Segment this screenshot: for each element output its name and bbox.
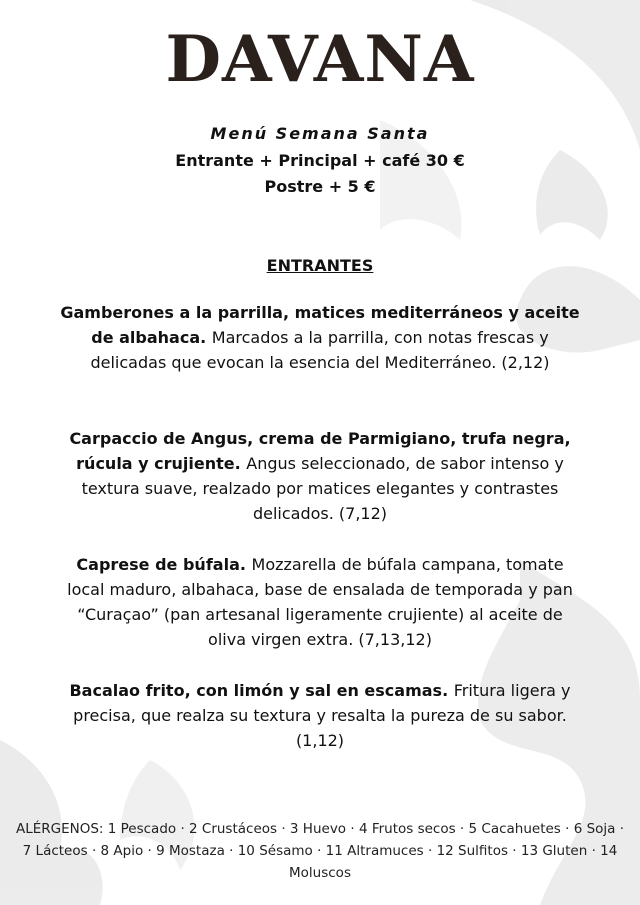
dish-item (60, 678, 580, 753)
brand-logo: DAVANA (165, 22, 475, 97)
dish-name: Carpaccio de Angus, crema de Parmigiano, trufa negra, rúcula y crujiente. (69, 429, 571, 473)
dish-description: Marcados a la parrilla, con notas frescas y delicadas que evocan la esencia del Mediterráneo. (2,12) (90, 328, 550, 372)
dish-description: Fritura ligera y precisa, que realza su textura y resalta la pureza de su sabor. (1,12) (73, 681, 571, 750)
dish-item (60, 300, 580, 375)
menu-subtitle: Menú Semana Santa (210, 124, 430, 143)
dish-description: Angus seleccionado, de sabor intenso y textura suave, realzado por matices elegantes y contrastes delicados. (7,12) (81, 454, 564, 523)
dish-name: Gamberones a la parrilla, matices mediterráneos y aceite de albahaca. (60, 303, 580, 347)
price-line-dessert: Postre + 5 € (264, 177, 376, 196)
price-line-main: Entrante + Principal + café 30 € (175, 151, 465, 170)
dish-item (60, 552, 580, 652)
dish-name: Bacalao frito, con limón y sal en escamas. (69, 681, 454, 700)
dish-item (60, 426, 580, 526)
dish-description: Mozzarella de búfala campana, tomate local maduro, albahaca, base de ensalada de temporada y pan “Curaçao” (pan artesanal ligeramente crujiente) al aceite de oliva virgen extra. (7,13,12) (67, 555, 573, 649)
section-title-entrantes: ENTRANTES (266, 256, 374, 275)
allergens-legend: ALÉRGENOS: 1 Pescado · 2 Crustáceos · 3 Huevo · 4 Frutos secos · 5 Cacahuetes · 6 Soja · 7 Lácteos · 8 Apio · 9 Mostaza · 10 Sésamo · 11 Altramuces · 12 Sulfitos · 13 Gluten · 14 Moluscos (15, 821, 625, 881)
dish-name: Caprese de búfala. (76, 555, 252, 574)
